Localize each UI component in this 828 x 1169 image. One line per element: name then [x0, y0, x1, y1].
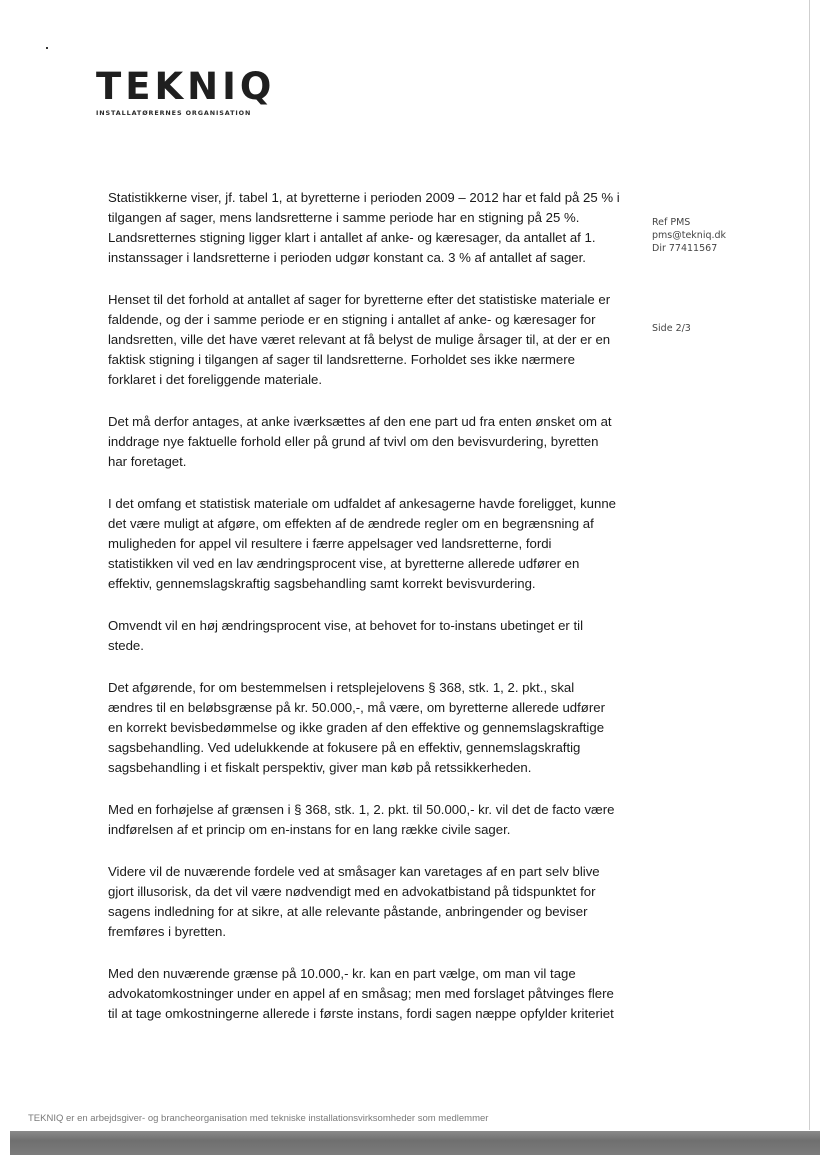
reference-direct-phone: Dir 77411567	[652, 243, 718, 254]
reference-initials: Ref PMS	[652, 217, 691, 228]
letter-body	[108, 188, 620, 1046]
paragraph: Det må derfor antages, at anke iværksættes af den ene part ud fra enten ønsket om at inddrage nye faktuelle forhold eller på grund af tvivl om den bevisvurdering, byretten har foretaget.	[108, 414, 612, 469]
paragraph: Omvendt vil en høj ændringsprocent vise, at behovet for to-instans ubetinget er til stede.	[108, 618, 583, 653]
paragraph: I det omfang et statistisk materiale om udfaldet af ankesagerne havde foreligget, kunne det være muligt at afgøre, om effekten af de ændrede regler om en begrænsning af muligheden for appel vil resultere i færre appelsager ved landsretterne, fordi statistikken vil ved en lav ændringsprocent vise, at byretterne allerede udfører en effektiv, gennemslagskraftig sagsbehandling samt korrekt bevisvurdering.	[108, 496, 617, 591]
paragraph: Videre vil de nuværende fordele ved at småsager kan varetages af en part selv blive gjort illusorisk, da det vil være nødvendigt med en advokatbistand på tidspunktet for sagens indledning for at sikre, at alle relevante påstande, anbringender og beviser fremføres i byretten.	[108, 864, 600, 939]
paragraph: Med den nuværende grænse på 10.000,- kr. kan en part vælge, om man vil tage advokatomkostninger under en appel af en småsag; men med forslaget påtvinges flere til at tage omkostningerne allerede i første instans, fordi sagen næppe opfylder kriteriet	[108, 966, 614, 1021]
paragraph: Statistikkerne viser, jf. tabel 1, at byretterne i perioden 2009 – 2012 har et fald på 25 % i tilgangen af sager, mens landsretterne i samme periode har en stigning på 25 %. Landsretternes stigning ligger klart i antallet af anke- og kæresager, da antallet af 1. instanssager i landsretterne i perioden udgør konstant ca. 3 % af antallet af sager.	[108, 190, 620, 265]
scan-speck	[46, 47, 48, 49]
footer-text: TEKNIQ er en arbejdsgiver- og brancheorganisation med tekniske installationsvirksomheder som medlemmer	[28, 1113, 489, 1124]
reference-email: pms@tekniq.dk	[652, 230, 727, 241]
page-edge	[809, 0, 810, 1130]
page-number: Side 2/3	[652, 323, 691, 334]
logo-wordmark: TEKNIQ	[96, 65, 276, 108]
tekniq-logo	[96, 65, 276, 117]
reference-block	[652, 216, 726, 255]
paragraph: Det afgørende, for om bestemmelsen i retsplejelovens § 368, stk. 1, 2. pkt., skal ændres til en beløbsgrænse på kr. 50.000,-, må være, om byretterne allerede udfører en korrekt bevisbedømmelse og ikke graden af den effektive og gennemslagskraftige sagsbehandling. Ved udelukkende at fokusere på en effektiv, gennemslagskraftig sagsbehandling i et fiskalt perspektiv, giver man køb på retssikkerheden.	[108, 680, 605, 775]
logo-subtitle: INSTALLATØRERNES ORGANISATION	[96, 109, 252, 117]
paragraph: Henset til det forhold at antallet af sager for byretterne efter det statistiske materiale er faldende, og der i samme periode er en stigning i antallet af anke- og kæresager for landsretten, ville det have været relevant at få belyst de mulige årsager til, at der er en faktisk stigning i tilgangen af sager til landsretterne. Forholdet ses ikke nærmere forklaret i det foreliggende materiale.	[108, 292, 611, 387]
scan-shadow-bar	[10, 1131, 820, 1155]
paragraph: Med en forhøjelse af grænsen i § 368, stk. 1, 2. pkt. til 50.000,- kr. vil det de facto være indførelsen af et princip om en-instans for en lang række civile sager.	[108, 802, 615, 837]
